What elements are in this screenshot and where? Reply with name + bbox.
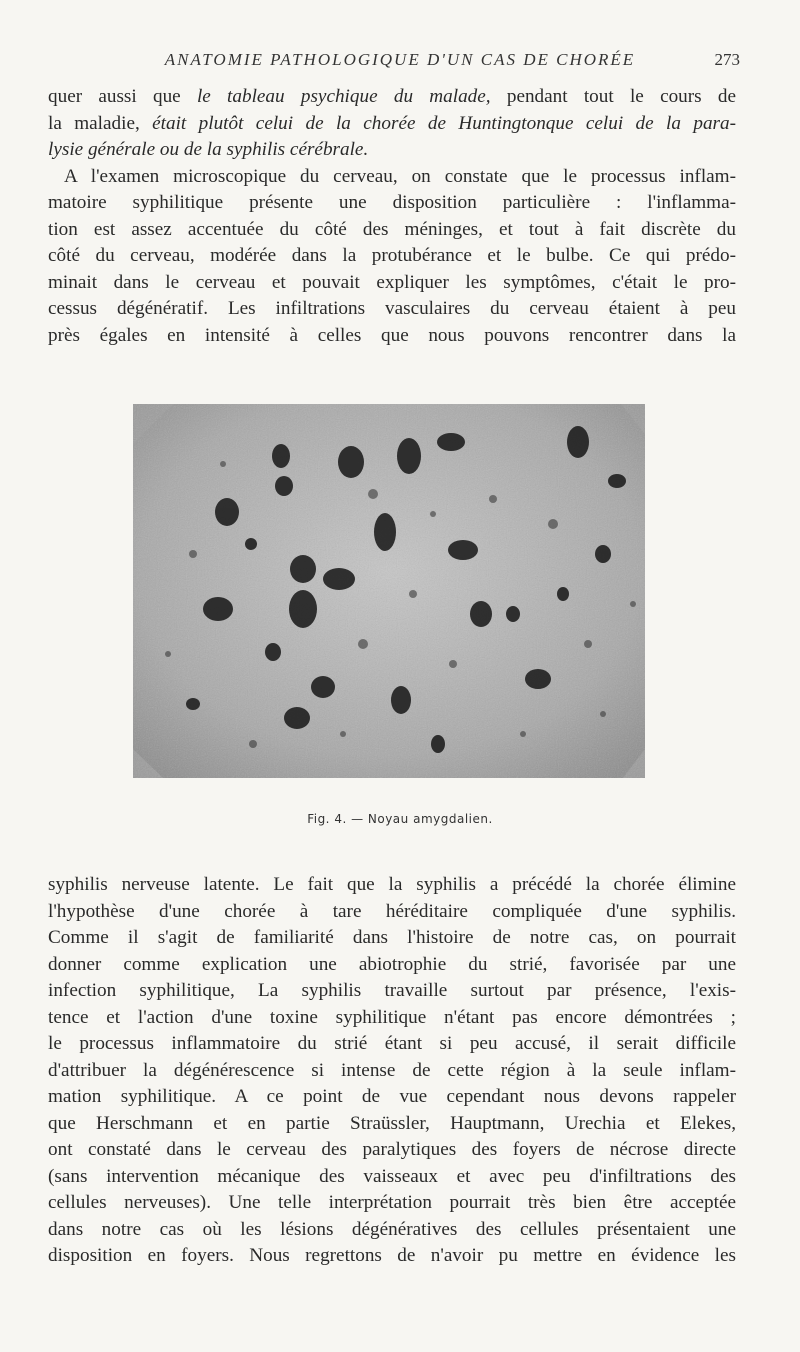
running-title: ANATOMIE PATHOLOGIQUE D'UN CAS DE CHORÉE xyxy=(164,50,636,69)
figure-caption: Fig. 4. — Noyau amygdalien. xyxy=(307,812,493,826)
text-line: matoire syphilitique présente une disposition particulière : l'inflamma- xyxy=(48,192,736,213)
text-line: dans notre cas où les lésions dégénératives des cellules présentaient une xyxy=(48,1218,736,1240)
page-number: 273 xyxy=(714,50,740,69)
paragraph-top xyxy=(48,84,736,349)
text-line: lysie générale ou de la syphilis cérébrale. xyxy=(48,139,369,160)
text-line: mation syphilitique. A ce point de vue cependant nous devons rappeler xyxy=(48,1086,736,1107)
text-line: minait dans le cerveau et pouvait expliquer les symptômes, c'était le pro- xyxy=(48,271,736,293)
text-line: Comme il s'agit de familiarité dans l'histoire de notre cas, on pourrait xyxy=(48,927,736,948)
text-line: cessus dégénératif. Les infiltrations vasculaires du cerveau étaient à peu xyxy=(48,298,736,319)
paragraph-bottom xyxy=(48,872,736,1270)
text-line: tion est assez accentuée du côté des méninges, et tout à fait discrète du xyxy=(48,218,736,240)
text-line: disposition en foyers. Nous regrettons de n'avoir pu mettre en évidence les xyxy=(48,1245,736,1266)
figure-micrograph xyxy=(133,404,645,778)
micrograph-image xyxy=(133,404,645,778)
text-line: côté du cerveau, modérée dans la protubérance et le bulbe. Ce qui prédo- xyxy=(48,245,736,266)
text-line: que Herschmann et en partie Straüssler, Hauptmann, Urechia et Elekes, xyxy=(48,1112,736,1134)
text-line: l'hypothèse d'une chorée à tare héréditaire compliquée d'une syphilis. xyxy=(48,900,736,922)
text-line: infection syphilitique, La syphilis travaille surtout par présence, l'exis- xyxy=(48,980,736,1001)
text-line: donner comme explication une abiotrophie du strié, favorisée par une xyxy=(48,953,736,975)
text-line: le processus inflammatoire du strié étant si peu accusé, il serait difficile xyxy=(48,1033,736,1054)
text-line: près égales en intensité à celles que nous pouvons rencontrer dans la xyxy=(48,324,736,346)
text-line: syphilis nerveuse latente. Le fait que la syphilis a précédé la chorée élimine xyxy=(48,874,736,895)
text-line: quer aussi que le tableau psychique du malade, pendant tout le cours de xyxy=(48,86,736,107)
text-line: ont constaté dans le cerveau des paralytiques des foyers de nécrose directe xyxy=(48,1139,736,1160)
text-line: cellules nerveuses). Une telle interprétation pourrait très bien être acceptée xyxy=(48,1192,736,1213)
running-header xyxy=(60,50,740,74)
text-line: d'attribuer la dégénérescence si intense de cette région à la seule inflam- xyxy=(48,1059,736,1081)
text-line: tence et l'action d'une toxine syphilitique n'étant pas encore démontrées ; xyxy=(48,1006,736,1028)
text-line: A l'examen microscopique du cerveau, on constate que le processus inflam- xyxy=(64,165,736,187)
text-line: la maladie, était plutôt celui de la chorée de Huntingtonque celui de la para- xyxy=(48,112,736,134)
text-line: (sans intervention mécanique des vaisseaux et avec peu d'infiltrations des xyxy=(48,1165,736,1187)
